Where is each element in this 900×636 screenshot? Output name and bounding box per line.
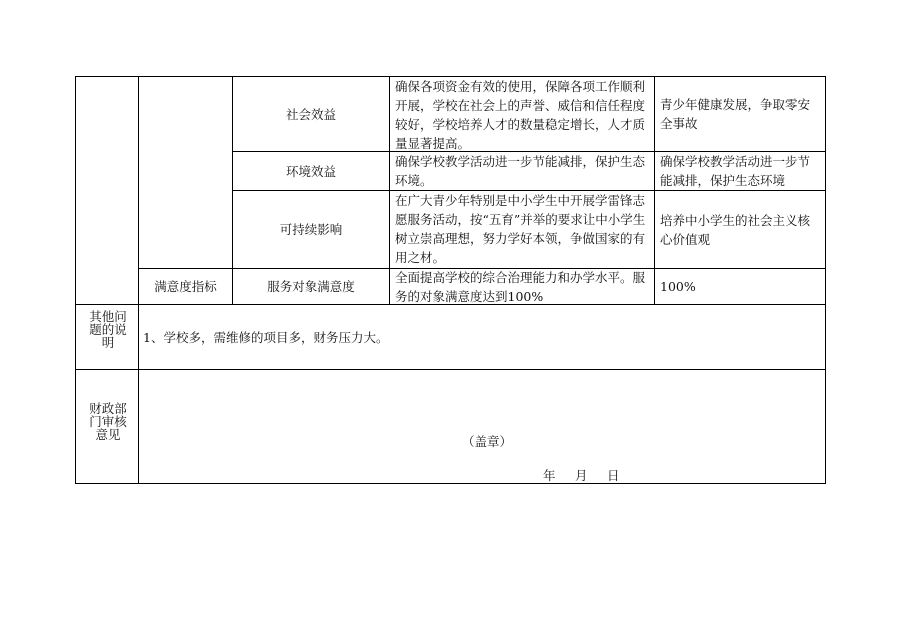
- col-divider: [389, 76, 390, 305]
- date-day: 日: [607, 468, 620, 483]
- finance-review-label: [76, 370, 138, 483]
- goal-sustainable-impact: 在广大青少年特别是中小学生中开展学雷锋志愿服务活动，按“五育”并举的要求让中小学生树立崇高理想，努力学好本领，争做国家的有用之材。: [395, 193, 646, 265]
- border-right: [825, 76, 826, 484]
- goal-service-satisfaction: 全面提高学校的综合治理能力和办学水平。服务的对象满意度达到100%: [395, 270, 646, 304]
- value-environmental-benefit: 确保学校教学活动进一步节能减排，保护生态环境: [660, 154, 811, 188]
- border-bottom: [75, 483, 826, 484]
- row-divider: [75, 369, 826, 370]
- value-social-benefit: 青少年健康发展，争取零安全事故: [660, 97, 811, 131]
- indicator-environmental-benefit: 环境效益: [285, 163, 336, 179]
- seal-placeholder: （盖章）: [462, 434, 513, 449]
- category-satisfaction: 满意度指标: [154, 279, 217, 294]
- indicator-sustainable-impact: 可持续影响: [279, 222, 343, 237]
- other-issues-label-text: 其他问题的说明: [89, 309, 127, 350]
- col-divider: [654, 76, 655, 305]
- goal-social-benefit: 确保各项资金有效的使用，保障各项工作顺利开展，学校在社会上的声誉、威信和信任程度较好，学校培养人才的数量稳定增长，人才质量显著提高。: [395, 79, 646, 151]
- date-month: 月: [575, 468, 588, 483]
- other-issues-label: [76, 305, 138, 369]
- goal-environmental-benefit: 确保学校教学活动进一步节能减排，保护生态环境。: [395, 154, 646, 188]
- other-issues-text: 1、学校多，需维修的项目多，财务压力大。: [143, 330, 389, 345]
- date-year: 年: [543, 468, 556, 483]
- value-service-satisfaction: 100%: [660, 279, 696, 294]
- finance-review-label-text: 财政部门审核意见: [89, 401, 127, 442]
- value-sustainable-impact: 培养中小学生的社会主义核心价值观: [660, 213, 811, 247]
- indicator-social-benefit: 社会效益: [285, 106, 336, 122]
- indicator-service-satisfaction: 服务对象满意度: [267, 279, 355, 294]
